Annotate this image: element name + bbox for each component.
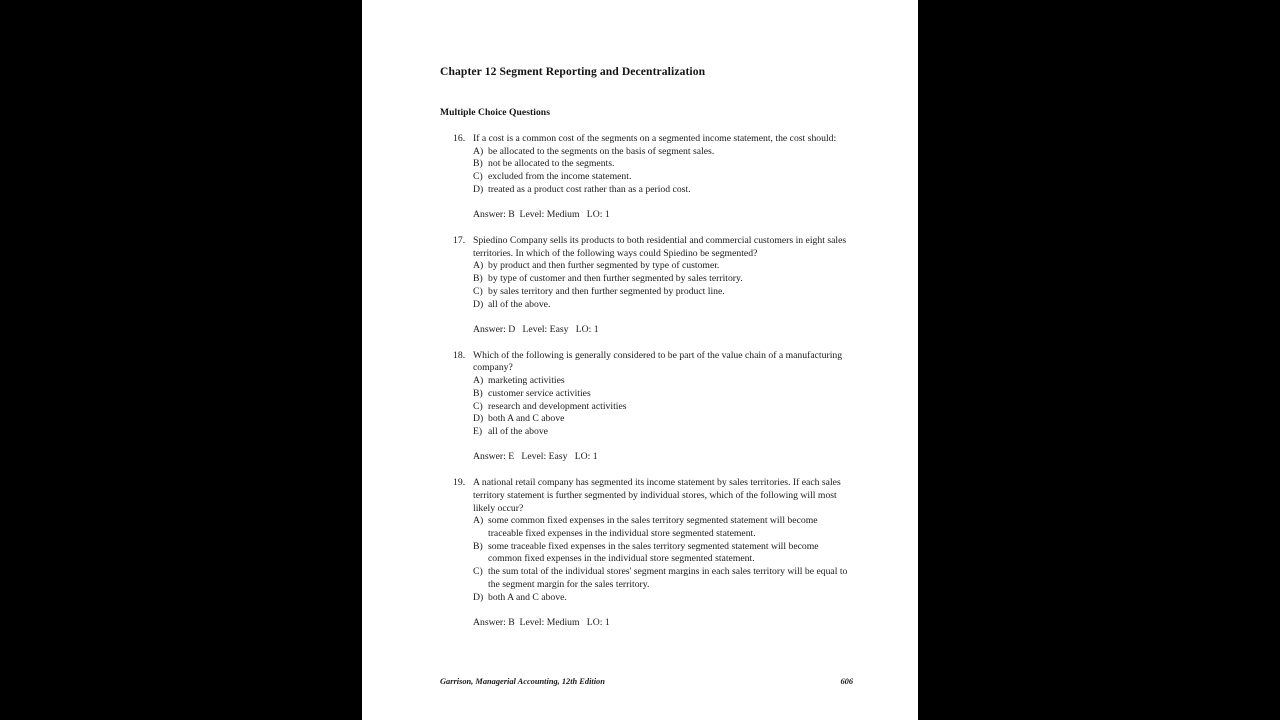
option-text: some common fixed expenses in the sales territory segmented statement will become traceable fixed expenses in the individual store segmented statement. xyxy=(488,515,818,540)
option-letter: C) xyxy=(473,171,483,183)
page-sheet xyxy=(362,0,918,720)
option-text: both A and C above xyxy=(488,413,565,425)
option-text: the sum total of the individual stores' segment margins in each sales territory will be equal to the segment margin for the sales territory. xyxy=(488,566,848,590)
option-letter: B) xyxy=(473,387,483,399)
option-item[interactable] xyxy=(440,388,853,401)
option-letter: D) xyxy=(473,591,484,603)
option-letter: A) xyxy=(473,145,484,157)
option-text: all of the above. xyxy=(488,298,551,310)
question-number: 16. xyxy=(453,133,466,144)
option-item[interactable] xyxy=(440,426,853,439)
option-item[interactable] xyxy=(440,184,853,197)
option-item[interactable] xyxy=(440,592,853,605)
page-footer xyxy=(440,677,853,691)
option-item[interactable] xyxy=(440,158,853,171)
option-text: be allocated to the segments on the basis of segment sales. xyxy=(488,145,715,157)
option-text: by sales territory and then further segmented by product line. xyxy=(488,285,725,297)
option-letter: E) xyxy=(473,426,483,438)
option-letter: D) xyxy=(473,183,484,195)
answer-key-line: Answer: B Level: Medium LO: 1 xyxy=(473,209,610,221)
option-item[interactable] xyxy=(440,413,853,426)
question-number: 18. xyxy=(453,349,466,361)
question-stem-row xyxy=(440,350,853,375)
option-letter: C) xyxy=(473,285,483,297)
option-letter: C) xyxy=(473,400,483,412)
option-letter: D) xyxy=(473,298,484,310)
question-block xyxy=(440,350,853,464)
option-text: marketing activities xyxy=(488,375,565,387)
question-stem: A national retail company has segmented its income statement by sales territories. If each sales territory statement is further segmented by individual stores, which of the following will most likely occur? xyxy=(473,477,841,514)
option-text: both A and C above. xyxy=(488,591,567,603)
question-stem: If a cost is a common cost of the segments on a segmented income statement, the cost should: xyxy=(473,133,837,144)
option-item[interactable] xyxy=(440,375,853,388)
option-letter: A) xyxy=(473,375,484,387)
option-letter: A) xyxy=(473,515,484,527)
option-item[interactable] xyxy=(440,146,853,159)
option-text: some traceable fixed expenses in the sales territory segmented statement will become common fixed expenses in the individual store segmented statement. xyxy=(488,540,819,565)
option-text: treated as a product cost rather than as a period cost. xyxy=(488,183,691,195)
option-item[interactable] xyxy=(440,566,853,591)
question-block xyxy=(440,133,853,222)
question-stem-row xyxy=(440,235,853,260)
option-letter: B) xyxy=(473,158,483,170)
option-letter: A) xyxy=(473,260,484,272)
footer-page-number: 606 xyxy=(840,677,853,686)
option-item[interactable] xyxy=(440,171,853,184)
question-stem: Which of the following is generally considered to be part of the value chain of a manufacturing company? xyxy=(473,349,843,374)
option-text: by product and then further segmented by type of customer. xyxy=(488,260,720,272)
question-number: 19. xyxy=(453,477,466,489)
option-list xyxy=(440,375,853,439)
option-item[interactable] xyxy=(440,401,853,414)
option-item[interactable] xyxy=(440,541,853,566)
option-text: research and development activities xyxy=(488,400,627,412)
page-content-area xyxy=(440,0,853,720)
option-text: not be allocated to the segments. xyxy=(488,158,615,170)
option-list xyxy=(440,260,853,311)
option-item[interactable] xyxy=(440,515,853,540)
answer-key-line: Answer: B Level: Medium LO: 1 xyxy=(473,617,610,629)
answer-key-line: Answer: D Level: Easy LO: 1 xyxy=(473,324,599,335)
option-text: all of the above xyxy=(488,426,548,438)
question-stem-row xyxy=(440,477,853,515)
option-item[interactable] xyxy=(440,286,853,299)
question-list xyxy=(440,133,853,643)
option-letter: B) xyxy=(473,273,483,285)
option-letter: C) xyxy=(473,566,483,578)
question-block xyxy=(440,235,853,337)
question-block xyxy=(440,477,853,630)
option-item[interactable] xyxy=(440,299,853,312)
option-item[interactable] xyxy=(440,273,853,286)
option-letter: B) xyxy=(473,540,483,552)
answer-key-line: Answer: E Level: Easy LO: 1 xyxy=(473,451,598,463)
option-list xyxy=(440,146,853,197)
option-item[interactable] xyxy=(440,260,853,273)
section-heading-multiple-choice: Multiple Choice Questions xyxy=(440,107,550,118)
chapter-title: Chapter 12 Segment Reporting and Decentralization xyxy=(440,65,706,78)
option-text: by type of customer and then further segmented by sales territory. xyxy=(488,273,743,285)
option-text: customer service activities xyxy=(488,387,591,399)
footer-citation: Garrison, Managerial Accounting, 12th Edition xyxy=(440,677,605,686)
question-stem-row xyxy=(440,133,853,146)
question-stem: Spiedino Company sells its products to both residential and commercial customers in eight sales territories. In which of the following ways could Spiedino be segmented? xyxy=(473,235,847,259)
question-number: 17. xyxy=(453,235,466,246)
option-text: excluded from the income statement. xyxy=(488,171,632,183)
option-list xyxy=(440,515,853,604)
option-letter: D) xyxy=(473,413,484,425)
